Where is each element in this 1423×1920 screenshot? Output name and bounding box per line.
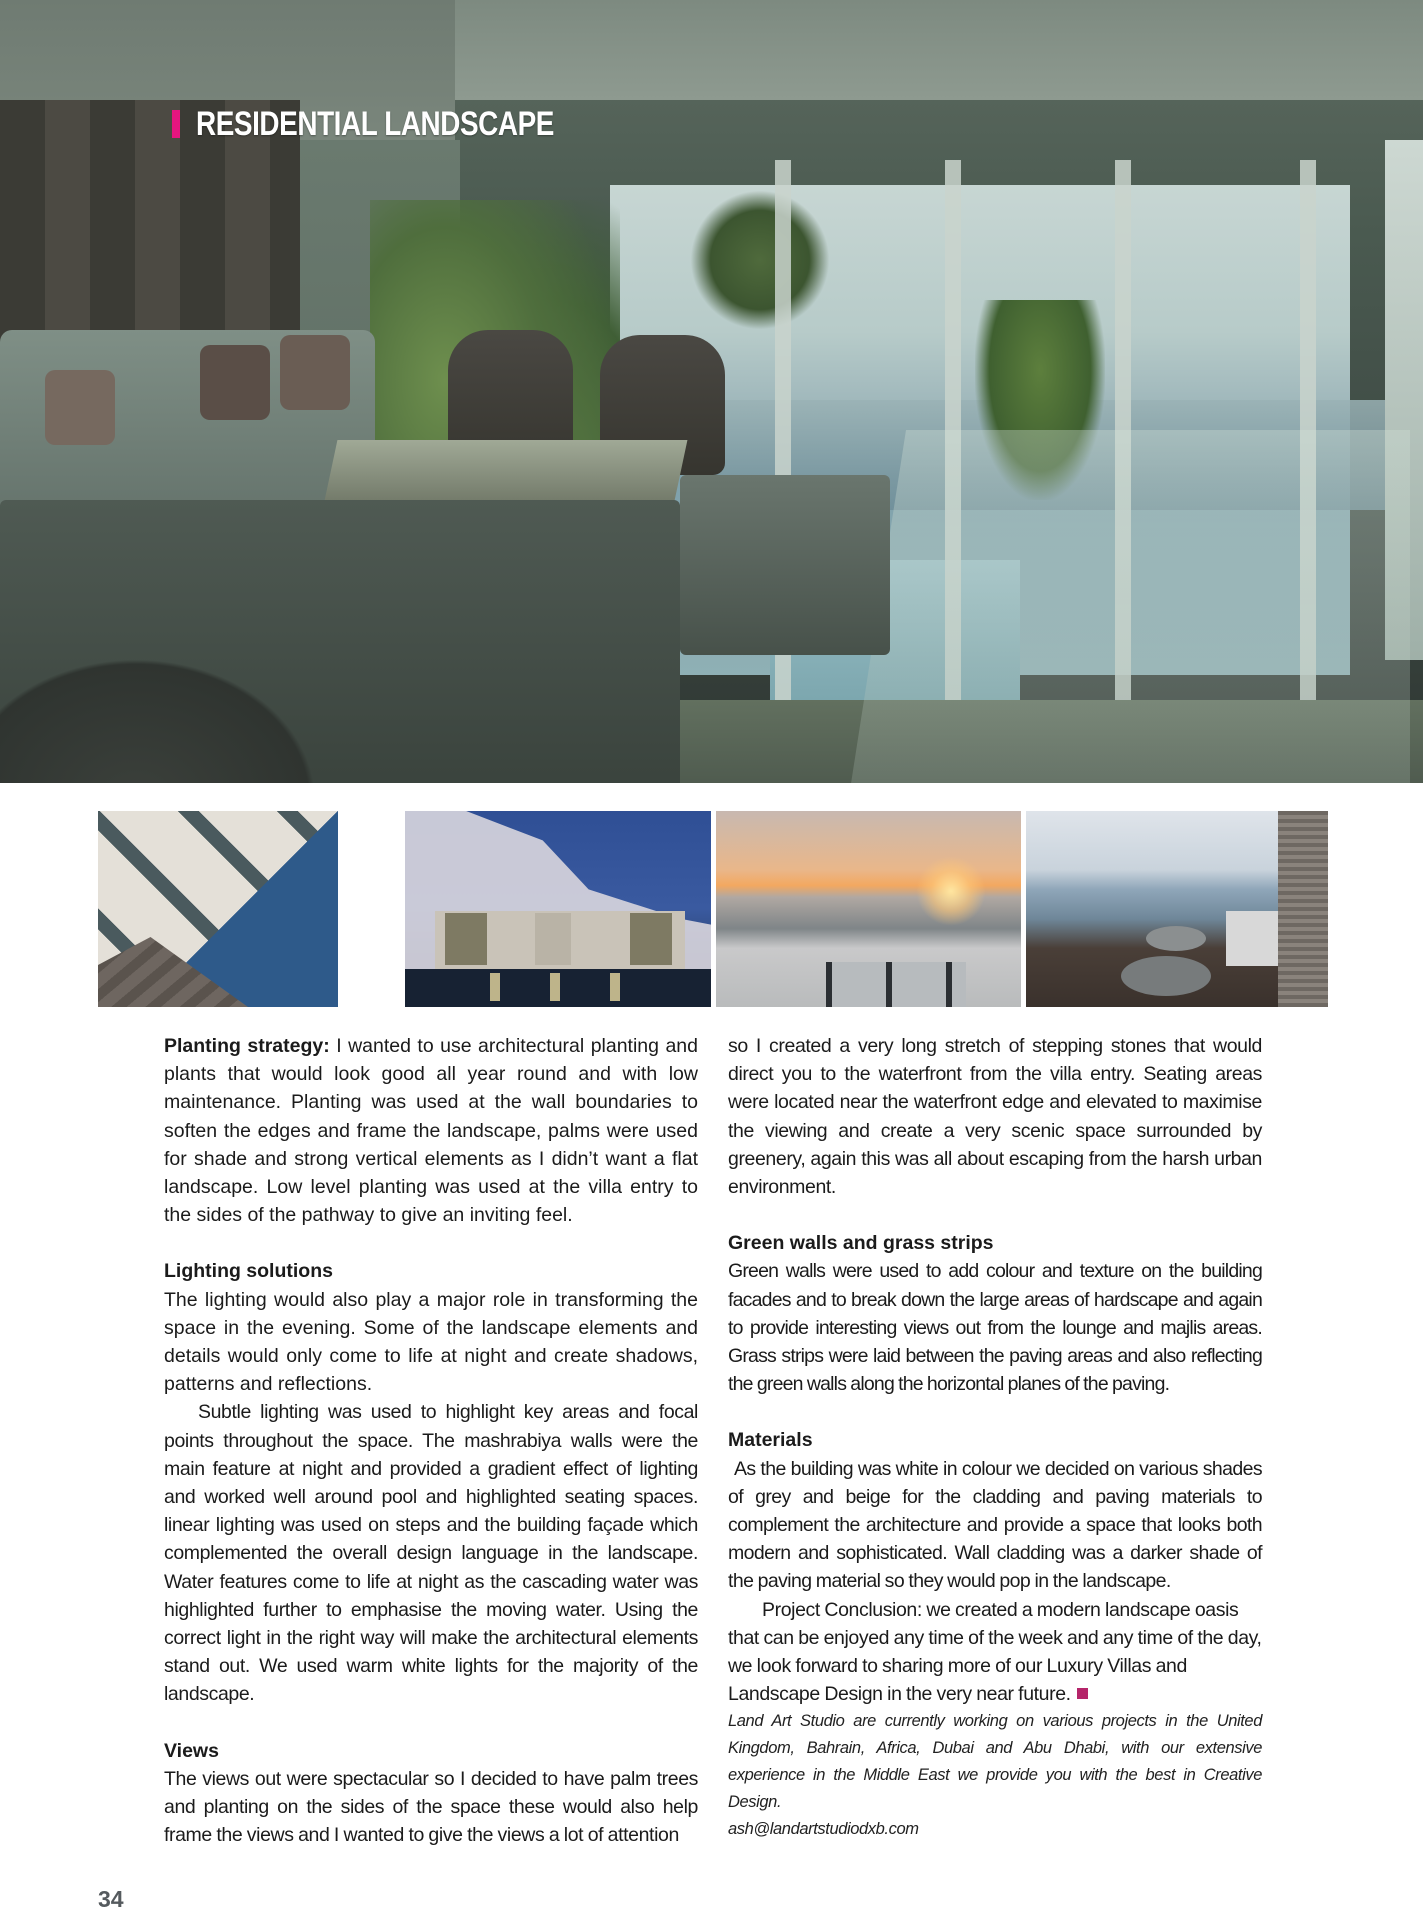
- paragraph-lighting-2: Subtle lighting was used to highlight key areas and focal points throughout the space. The mashrabiya walls were the main feature at night and provided a gradient effect of lighting and worked well around pool and highlighted seating spaces. linear lighting was used on steps and the building façade which complemented the overall design language in the landscape. Water features come to life at night as the cascading water was highlighted further to emphasise the moving water. Using the correct light in the right way will make the architectural elements stand out. We used warm white lights for the majority of the landscape.: [164, 1401, 698, 1706]
- paragraph-lighting-1: The lighting would also play a major role in transforming the space in the evening. Some of the landscape elements and details would only come to life at night and create shadows, patterns and reflections.: [164, 1288, 698, 1396]
- photo-sofa: [1226, 911, 1281, 966]
- photo-chair-back: [0, 640, 340, 783]
- photo-steps: [826, 962, 966, 1007]
- photo-sun: [916, 856, 986, 926]
- heading-views: Views: [164, 1739, 219, 1762]
- heading-materials: Materials: [728, 1429, 813, 1452]
- lead-in-planting: Planting strategy:: [164, 1035, 330, 1057]
- thumbnail-paving-pool: [98, 811, 338, 1007]
- section-title: [172, 106, 633, 142]
- photo-deck: [98, 937, 248, 1007]
- photo-mullion: [775, 160, 791, 783]
- thumbnail-waterfront-seating: [1026, 811, 1328, 1007]
- section-marker-icon: [172, 110, 180, 138]
- heading-lighting: Lighting solutions: [164, 1260, 333, 1283]
- paragraph-green-walls: Green walls were used to add colour and texture on the building facades and to break down the large areas of hardscape and again to provide interesting views out from the lounge and majlis areas. Grass strips were laid between the paving areas and also reflecting the green walls along the horizontal planes of the paving.: [728, 1260, 1262, 1396]
- article-column-right: [728, 1032, 1262, 1843]
- photo-light-reflection: [610, 973, 620, 1001]
- thumbnail-night-mashrabiya: [405, 811, 711, 1007]
- paragraph-materials-2: [728, 1596, 1262, 1709]
- paragraph-views-continued: so I created a very long stretch of stepping stones that would direct you to the waterfront from the villa entry. Seating areas were located near the waterfront edge and elevated to maximise the viewing and create a very scenic space surrounded by greenery, again this was all about escaping from the harsh urban environment.: [728, 1035, 1262, 1199]
- credit-text: Land Art Studio are currently working on various projects in the United Kingdom, Bahrain, Africa, Dubai and Abu Dhabi, with our extensive experience in the Middle East we provide you with the best in Creative Design.: [728, 1712, 1262, 1812]
- photo-cushion: [200, 345, 270, 420]
- page-number: 34: [98, 1886, 124, 1912]
- photo-light-reflection: [550, 973, 560, 1001]
- photo-mashrabiya-panel: [630, 913, 672, 965]
- section-title-text: RESIDENTIAL LANDSCAPE: [196, 104, 555, 143]
- photo-stone-wall: [1278, 811, 1328, 1007]
- photo-cushion: [45, 370, 115, 445]
- photo-floor-reflection: [850, 430, 1410, 783]
- hero-photo: [0, 0, 1423, 783]
- photo-palm: [690, 190, 830, 330]
- credit-email-link[interactable]: ash@landartstudiodxb.com: [728, 1820, 919, 1839]
- end-of-article-icon: [1077, 1688, 1088, 1699]
- photo-cushion: [280, 335, 350, 410]
- heading-green-walls: Green walls and grass strips: [728, 1232, 994, 1255]
- planting-text: I wanted to use architectural planting and plants that would look good all year round and with low maintenance. Planting was used at the wall boundaries to soften the edges and frame the landscape, palms were used for shade and strong vertical elements as I didn’t want a flat landscape. Low level planting was used at the villa entry to the sides of the pathway to give an inviting feel.: [164, 1035, 698, 1227]
- thumbnail-sunset: [716, 811, 1021, 1007]
- photo-mashrabiya-panel: [445, 913, 487, 965]
- photo-ottoman: [680, 475, 890, 655]
- paragraph-materials-1: As the building was white in colour we decided on various shades of grey and beige for the cladding and paving materials to complement the architecture and provide a space that looks both modern and sophisticated. Wall cladding was a darker shade of the paving material so they would pop in the landscape.: [728, 1457, 1262, 1593]
- photo-water-feature: [535, 913, 571, 965]
- paragraph-views: The views out were spectacular so I decided to have palm trees and planting on the sides of the space these would also help frame the views and I wanted to give the views a lot of attention: [164, 1767, 698, 1847]
- photo-table: [1121, 956, 1211, 996]
- photo-table: [1146, 926, 1206, 951]
- paragraph-planting: [164, 1032, 698, 1229]
- article-column-left: [164, 1032, 698, 1849]
- photo-light-reflection: [490, 973, 500, 1001]
- author-credit: [728, 1708, 1262, 1843]
- conclusion-text: Project Conclusion: we created a modern landscape oasis that can be enjoyed any time of the week and any time of the day, we look forward to sharing more of our Luxury Villas and Landscape Design in the very near future.: [728, 1598, 1262, 1706]
